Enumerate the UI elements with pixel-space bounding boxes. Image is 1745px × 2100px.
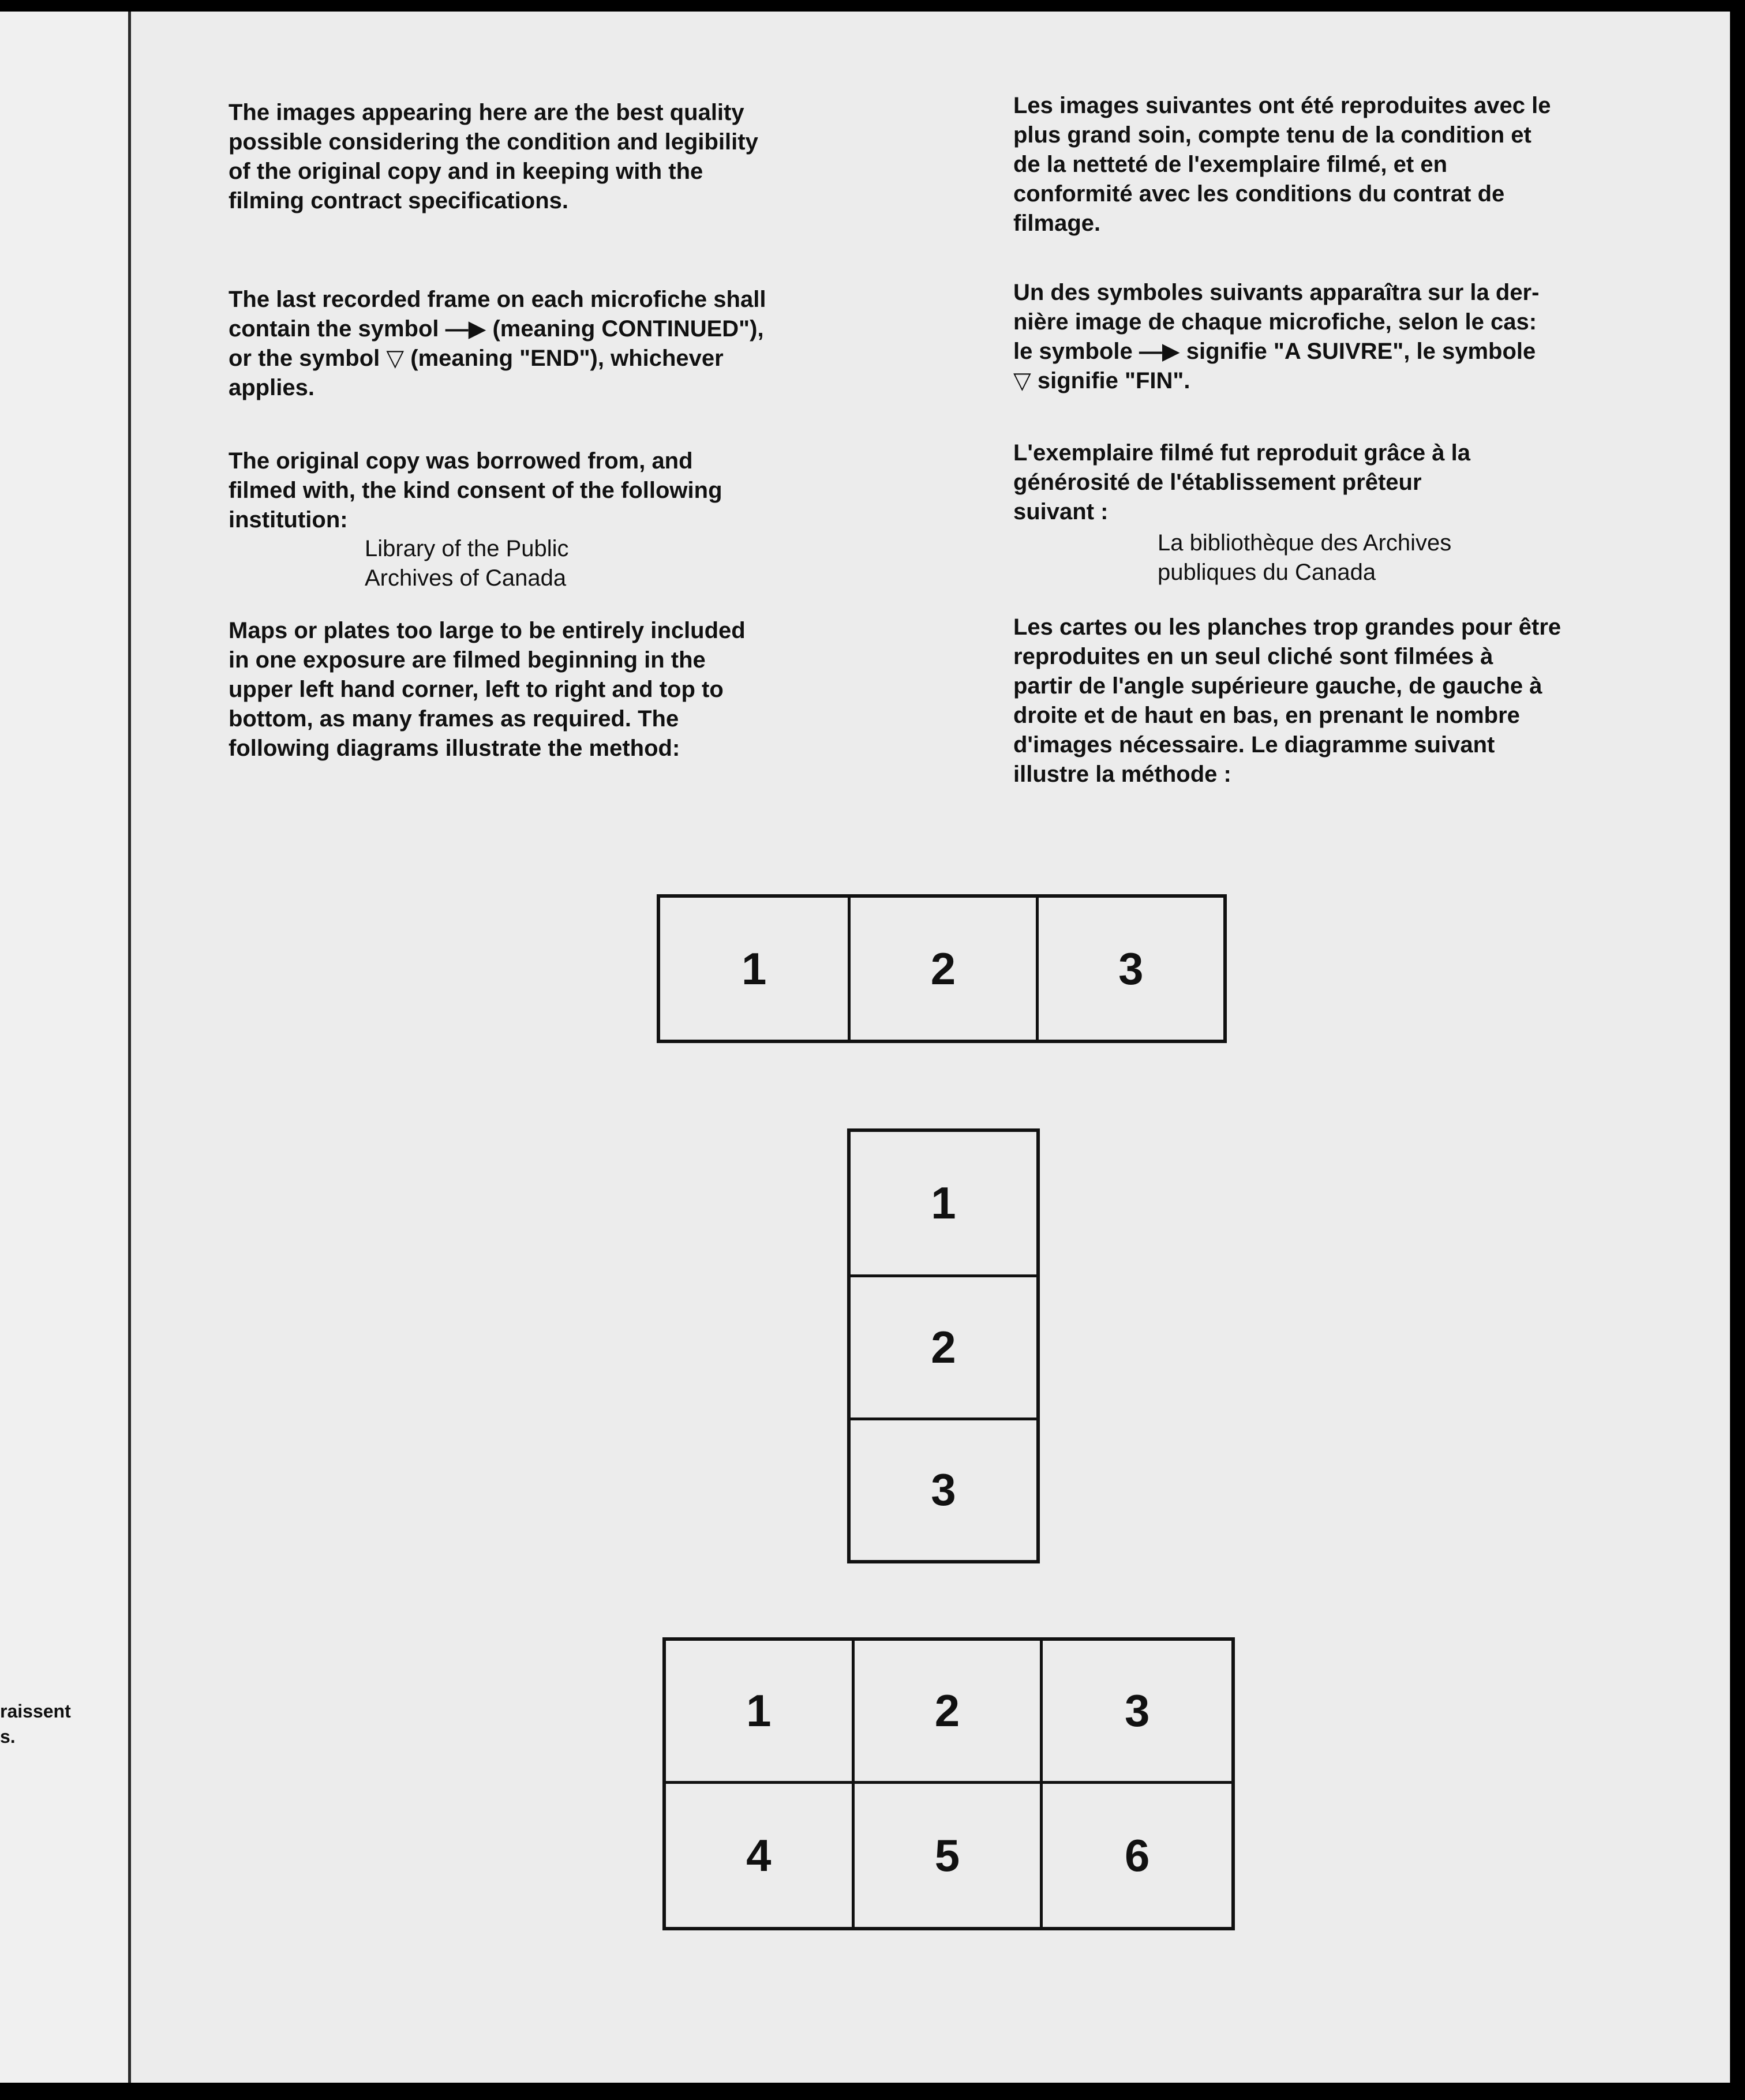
frame-cell: 3 (1036, 898, 1223, 1040)
text-line: Archives of Canada (365, 565, 567, 591)
text-line: contain the symbol —▶ (meaning CONTINUED"), (229, 316, 764, 342)
institution-name-fr (1158, 528, 1451, 587)
text-line: filmed with, the kind consent of the following (229, 478, 722, 503)
left-page-edge (0, 12, 128, 2083)
frame-cell: 2 (855, 1641, 1043, 1784)
text-line: filming contract specifications. (229, 188, 569, 213)
film-border-right (1730, 0, 1745, 2100)
frame-cell: 3 (1043, 1641, 1231, 1784)
frame-cell: 5 (855, 1784, 1043, 1927)
text-line: filmage. (1013, 211, 1101, 236)
text-line: plus grand soin, compte tenu de la condition et (1013, 122, 1531, 148)
text-line: upper left hand corner, left to right and top to (229, 677, 724, 702)
page-fold-line (128, 0, 131, 2088)
symbol-paragraph-fr (1013, 278, 1539, 396)
text-line: ▽ signifie "FIN". (1013, 368, 1190, 393)
frame-cell: 4 (666, 1784, 855, 1927)
text-line: Les images suivantes ont été reproduites avec le (1013, 93, 1551, 118)
quality-paragraph-en (229, 98, 758, 216)
frame-cell: 2 (848, 898, 1035, 1040)
text-line: d'images nécessaire. Le diagramme suivant (1013, 732, 1495, 757)
text-line: L'exemplaire filmé fut reproduit grâce à la (1013, 440, 1470, 466)
text-line: or the symbol ▽ (meaning "END"), whichever (229, 346, 724, 371)
text-line: in one exposure are filmed beginning in the (229, 647, 706, 673)
maps-paragraph-fr (1013, 613, 1561, 789)
source-paragraph-en (229, 447, 722, 535)
institution-name-en (365, 534, 569, 593)
film-border-bottom (0, 2083, 1745, 2100)
text-line: The original copy was borrowed from, and (229, 448, 693, 474)
maps-paragraph-en (229, 616, 746, 763)
text-line: institution: (229, 507, 348, 532)
text-line: Les cartes ou les planches trop grandes pour être (1013, 614, 1561, 640)
text-line: le symbole —▶ signifie "A SUIVRE", le symbole (1013, 339, 1536, 364)
text-line: publiques du Canada (1158, 560, 1376, 585)
text-line: partir de l'angle supérieure gauche, de gauche à (1013, 673, 1542, 699)
text-line: applies. (229, 375, 314, 400)
text-line: nière image de chaque microfiche, selon le cas: (1013, 309, 1537, 335)
text-line: possible considering the condition and legibility (229, 129, 758, 155)
text-line: reproduites en un seul cliché sont filmées à (1013, 644, 1493, 669)
text-line: illustre la méthode : (1013, 762, 1231, 787)
diagram-vertical-frames (847, 1128, 1040, 1563)
text-line: La bibliothèque des Archives (1158, 530, 1452, 556)
text-line: following diagrams illustrate the method: (229, 736, 680, 761)
text-line: Maps or plates too large to be entirely included (229, 618, 746, 643)
frame-cell: 3 (851, 1417, 1036, 1560)
source-paragraph-fr (1013, 438, 1470, 527)
fragment-line: raissent (0, 1701, 71, 1722)
diagram-horizontal-frames (657, 894, 1227, 1043)
frame-cell: 1 (741, 943, 767, 994)
frame-cell: 1 (666, 1641, 855, 1784)
text-line: of the original copy and in keeping with the (229, 159, 703, 184)
frame-cell: 2 (851, 1274, 1036, 1417)
diagram-grid-frames (662, 1637, 1235, 1930)
left-page-text-fragment (0, 1698, 71, 1749)
text-line: Un des symboles suivants apparaîtra sur la der- (1013, 280, 1540, 305)
text-line: droite et de haut en bas, en prenant le nombre (1013, 703, 1520, 728)
frame-cell: 6 (1124, 1829, 1150, 1881)
text-line: The images appearing here are the best quality (229, 100, 744, 125)
fragment-line: s. (0, 1726, 16, 1747)
text-line: Library of the Public (365, 536, 569, 561)
text-line: The last recorded frame on each microfiche shall (229, 287, 766, 312)
frame-cell: 1 (931, 1178, 956, 1229)
text-line: de la netteté de l'exemplaire filmé, et en (1013, 152, 1448, 177)
text-line: suivant : (1013, 499, 1109, 524)
text-line: bottom, as many frames as required. The (229, 706, 679, 732)
text-line: conformité avec les conditions du contrat de (1013, 181, 1505, 207)
quality-paragraph-fr (1013, 91, 1551, 238)
text-line: générosité de l'établissement prêteur (1013, 470, 1422, 495)
symbol-paragraph-en (229, 285, 766, 403)
film-border-top (0, 0, 1745, 12)
